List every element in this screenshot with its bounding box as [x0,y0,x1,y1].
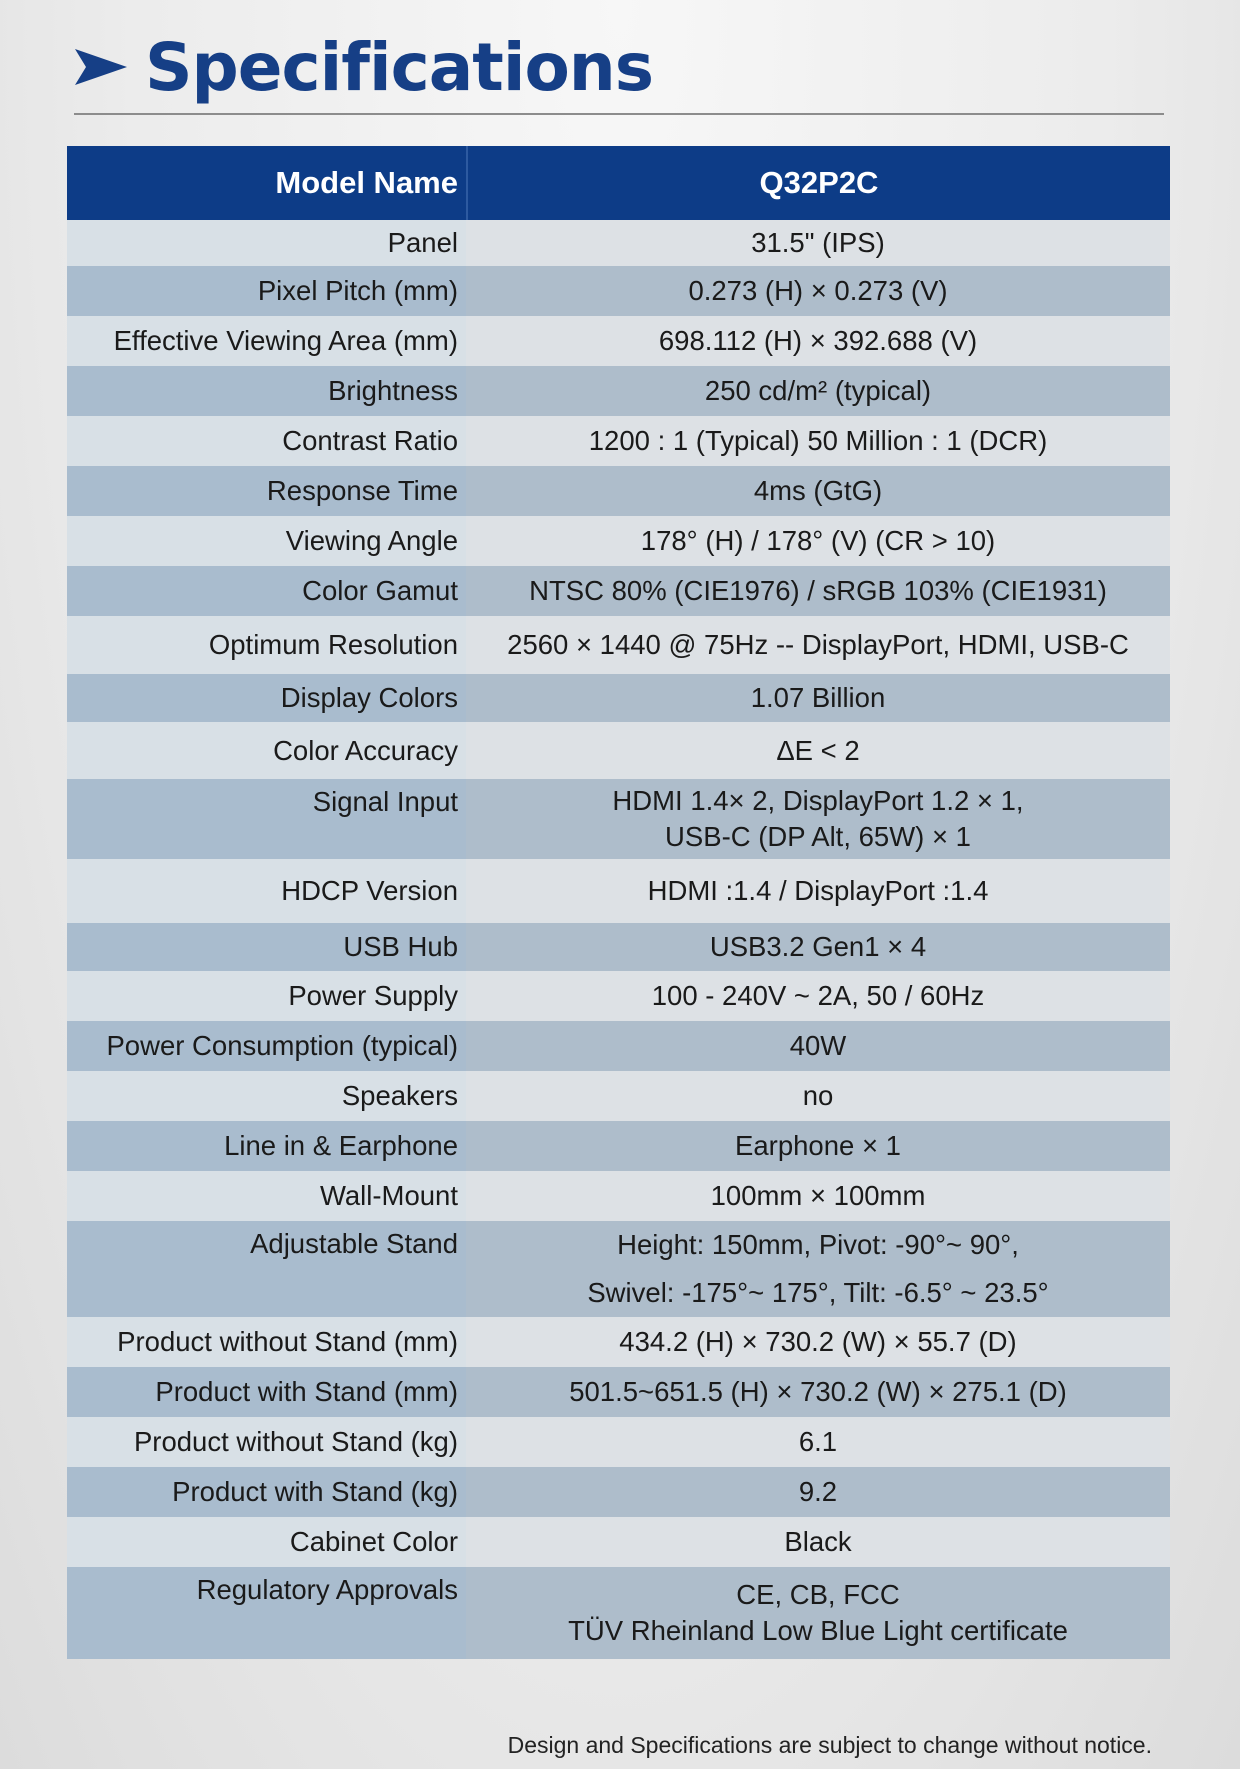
table-row [67,416,1170,466]
spec-value-line: 100mm × 100mm [710,1180,926,1212]
spec-table [67,146,1170,1659]
title-divider [74,113,1164,115]
header-model-cell: Q32P2C [466,146,1170,220]
spec-label: Contrast Ratio [67,416,466,466]
spec-label: Brightness [67,366,466,416]
spec-value-line: USB3.2 Gen1 × 4 [709,931,927,963]
spec-label: Speakers [67,1071,466,1121]
page-title: Specifications [145,28,654,106]
page-header [75,22,653,112]
spec-value [466,722,1170,779]
spec-value-line: 0.273 (H) × 0.273 (V) [688,275,948,307]
spec-label: Adjustable Stand [67,1221,466,1317]
table-row [67,1021,1170,1071]
spec-label: Response Time [67,466,466,516]
spec-value [466,266,1170,316]
table-row [67,466,1170,516]
table-row [67,1367,1170,1417]
table-header-row [67,146,1170,220]
spec-value [466,1367,1170,1417]
table-row [67,266,1170,316]
table-row [67,1517,1170,1567]
spec-value-line: 698.112 (H) × 392.688 (V) [658,325,978,357]
spec-value [466,466,1170,516]
table-row [67,566,1170,616]
table-row [67,1467,1170,1517]
spec-label: Cabinet Color [67,1517,466,1567]
table-row [67,1121,1170,1171]
table-row [67,859,1170,923]
spec-label: Product without Stand (kg) [67,1417,466,1467]
spec-value [466,674,1170,722]
spec-value [466,923,1170,971]
spec-label: Product without Stand (mm) [67,1317,466,1367]
spec-value-line: USB-C (DP Alt, 65W) × 1 [665,821,971,852]
spec-value-line: TÜV Rheinland Low Blue Light certificate [568,1615,1068,1646]
spec-value-line: 434.2 (H) × 730.2 (W) × 55.7 (D) [619,1326,1017,1358]
spec-value-line: 9.2 [798,1476,838,1508]
spec-value [466,1021,1170,1071]
table-row [67,923,1170,971]
spec-value [466,1121,1170,1171]
spec-value [466,971,1170,1021]
spec-value [466,1071,1170,1121]
spec-value-line: 250 cd/m² (typical) [704,375,932,407]
spec-label: Line in & Earphone [67,1121,466,1171]
spec-value-line: 1200 : 1 (Typical) 50 Million : 1 (DCR) [588,425,1048,457]
table-row [67,366,1170,416]
disclaimer-note: Design and Specifications are subject to change without notice. [507,1732,1152,1758]
spec-value [466,1517,1170,1567]
spec-value [466,220,1170,266]
table-row [67,1221,1170,1317]
spec-value-line: no [802,1080,834,1112]
spec-value [466,516,1170,566]
spec-value-line: ΔE < 2 [776,734,860,766]
spec-value-line: 4ms (GtG) [753,475,883,507]
spec-label: Power Supply [67,971,466,1021]
spec-value [466,1417,1170,1467]
spec-value [466,1171,1170,1221]
spec-value [466,316,1170,366]
spec-value [466,1221,1170,1317]
spec-value [466,416,1170,466]
spec-label: Effective Viewing Area (mm) [67,316,466,366]
spec-value [466,616,1170,674]
spec-value-line: Height: 150mm, Pivot: -90°~ 90°, [617,1228,1019,1260]
spec-value [466,1467,1170,1517]
table-row [67,779,1170,859]
table-row [67,1317,1170,1367]
header-label-cell: Model Name [67,146,466,220]
spec-label: Viewing Angle [67,516,466,566]
table-row [67,1171,1170,1221]
spec-value [466,1567,1170,1659]
spec-value-line: Swivel: -175°~ 175°, Tilt: -6.5° ~ 23.5° [587,1277,1049,1308]
table-row [67,316,1170,366]
spec-value-line: HDMI :1.4 / DisplayPort :1.4 [647,875,989,907]
spec-value [466,566,1170,616]
spec-value-line: 501.5~651.5 (H) × 730.2 (W) × 275.1 (D) [569,1376,1067,1408]
spec-label: Pixel Pitch (mm) [67,266,466,316]
spec-label: Display Colors [67,674,466,722]
spec-value-line: Earphone × 1 [735,1130,901,1162]
spec-value-line: CE, CB, FCC [736,1579,900,1611]
table-row [67,674,1170,722]
spec-label: Color Accuracy [67,722,466,779]
table-row [67,971,1170,1021]
spec-value [466,366,1170,416]
spec-label: Color Gamut [67,566,466,616]
table-row [67,616,1170,674]
spec-label: Product with Stand (mm) [67,1367,466,1417]
table-row [67,220,1170,266]
spec-value-line: 100 - 240V ~ 2A, 50 / 60Hz [651,980,985,1012]
table-row [67,1567,1170,1659]
spec-value-line: 40W [789,1030,847,1062]
spec-value-line: 6.1 [798,1426,838,1458]
spec-value-line: 1.07 Billion [750,682,886,714]
spec-value [466,1317,1170,1367]
spec-value-line: HDMI 1.4× 2, DisplayPort 1.2 × 1, [612,785,1024,817]
spec-value-line: 178° (H) / 178° (V) (CR > 10) [640,525,996,557]
spec-label: Signal Input [67,779,466,859]
spec-label: Wall-Mount [67,1171,466,1221]
table-row [67,1417,1170,1467]
spec-label: HDCP Version [67,859,466,923]
spec-label: Power Consumption (typical) [67,1021,466,1071]
table-row [67,516,1170,566]
arrow-right-icon [75,47,127,87]
spec-label: Product with Stand (kg) [67,1467,466,1517]
table-row [67,722,1170,779]
spec-value-line: Black [784,1526,852,1558]
spec-label: Regulatory Approvals [67,1567,466,1659]
spec-value [466,779,1170,859]
spec-label: USB Hub [67,923,466,971]
spec-value [466,859,1170,923]
spec-value-line: 31.5" (IPS) [751,227,885,259]
spec-value-line: NTSC 80% (CIE1976) / sRGB 103% (CIE1931) [529,575,1107,607]
spec-value-line: 2560 × 1440 @ 75Hz -- DisplayPort, HDMI, USB-C [507,629,1129,661]
table-row [67,1071,1170,1121]
spec-label: Panel [67,220,466,266]
spec-label: Optimum Resolution [67,616,466,674]
